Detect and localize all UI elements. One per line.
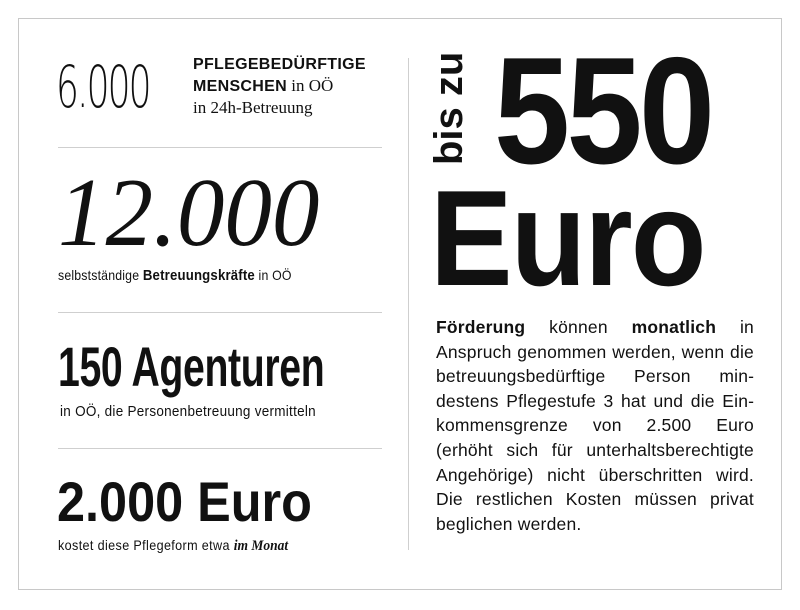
amount-prefix: bis zu xyxy=(427,51,471,165)
stat-caption-caregivers xyxy=(193,54,366,118)
row-divider-2 xyxy=(58,312,382,313)
row-divider-1 xyxy=(58,147,382,148)
caption-pre: selbstständige xyxy=(58,267,143,283)
column-divider xyxy=(408,58,409,550)
stat-number-cost: 2.000 Euro xyxy=(57,470,312,533)
desc-bold-1: Förderung xyxy=(436,317,526,337)
caption-line-1: PFLEGEBEDÜRFTIGE xyxy=(193,56,366,73)
amount-number: 550 xyxy=(494,26,712,196)
caption-post: in OÖ xyxy=(254,267,292,283)
row-divider-3 xyxy=(58,448,382,449)
stat-caption-agencies: in OÖ, die Personenbetreuung vermitteln xyxy=(60,403,316,420)
stat-caption-workers xyxy=(58,265,292,286)
stat-caption-cost xyxy=(58,535,288,556)
stat-number-caregivers: 6.000 xyxy=(56,53,150,121)
caption-line-2-rest: in OÖ xyxy=(286,76,334,95)
caption-line-3: in 24h-Betreuung xyxy=(193,98,313,117)
amount-currency: Euro xyxy=(430,162,705,314)
stat-number-workers: 12.000 xyxy=(58,159,320,267)
desc-mid-1: können xyxy=(525,317,632,337)
caption-line-2-caps: MENSCHEN xyxy=(193,78,287,95)
desc-bold-2: monatlich xyxy=(631,317,717,337)
caption-line-2 xyxy=(193,75,366,97)
caption-bold: Betreuungskräfte xyxy=(142,267,255,284)
caption-pre: kostet diese Pflegeform etwa xyxy=(58,537,234,553)
subsidy-description xyxy=(436,315,754,536)
stat-number-agencies: 150 Agenturen xyxy=(58,335,325,398)
caption-italic: im Monat xyxy=(233,538,289,554)
desc-rest: in Anspruch genommen werden, wenn die betreuungsbedürftige Person mindestens Pflegestufe 3 hat und die Einkommensgrenze von 2.500 Euro (erhöht sich für unterhaltsberechtigte Angehörige) nicht überschritten wird. Die restlichen Kosten müssen privat beglichen werden. xyxy=(436,317,754,534)
